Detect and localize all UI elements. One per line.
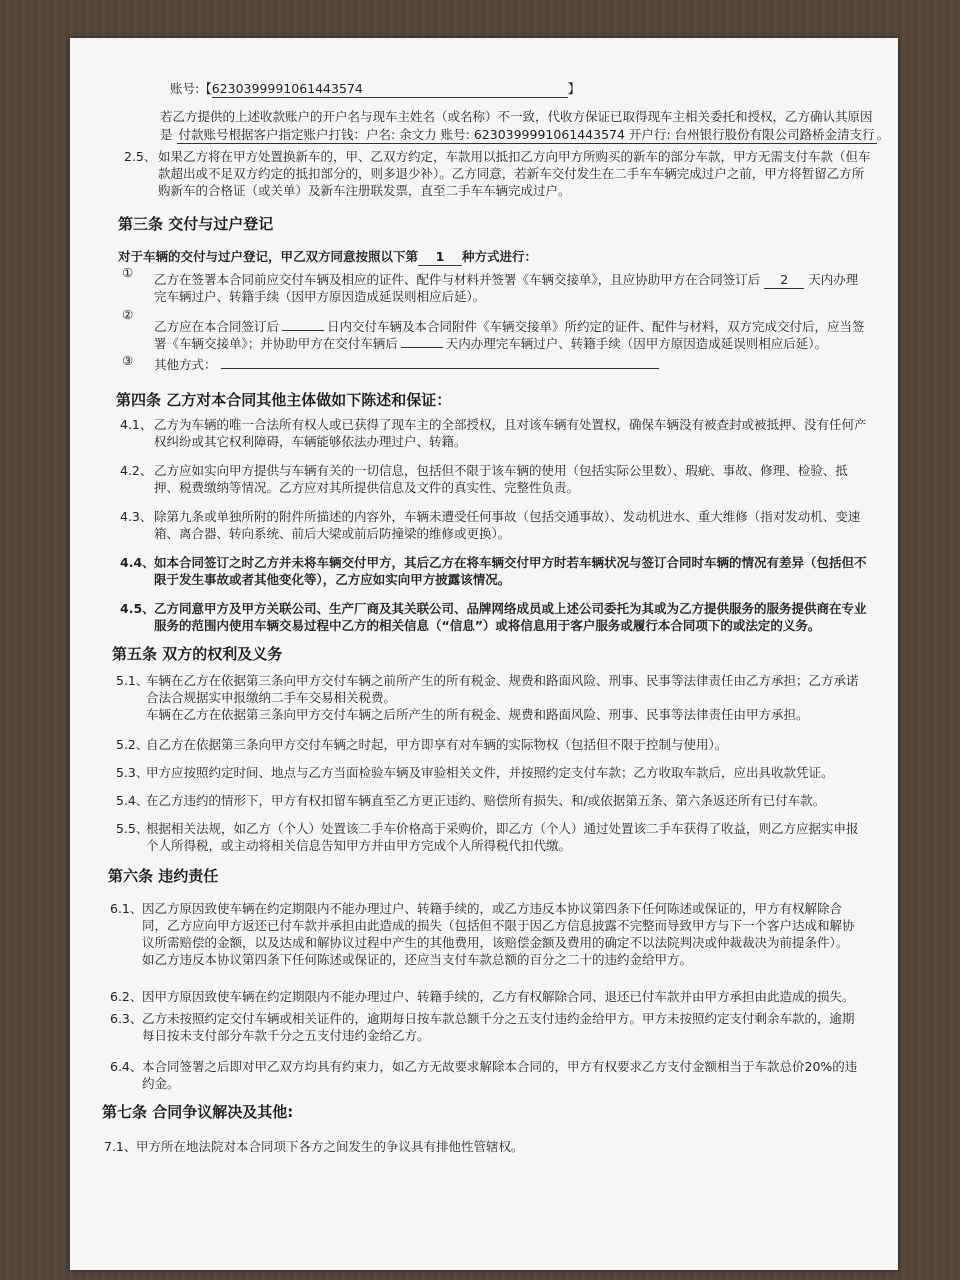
clause-line: 同，乙方应向甲方返还已付车款并承担由此造成的损失（包括但不限于因乙方信息披露不完整而导致甲方与下一个客户达成和解协 [142,918,855,933]
account-note-line-2: 是 付款账号根据客户指定账户打钱：户名: 余文力 账号: 6230399991061443574 开户行: 台州银行股份有限公司路桥金清支行 。 [160,127,890,142]
clause-2-5-line: 款超出或不足双方约定的抵扣部分的，则多退少补）。乙方同意，若新车交付发生在二手车车辆完成过户之前，甲方将暂留乙方所 [158,166,865,181]
clause-number: 4.4、 [120,555,155,570]
clause-number: 6.1、 [110,901,143,916]
option-3-marker: ③ [122,353,134,368]
clause-line: 限于发生事故或者其他变化等），乙方应如实向甲方披露该情况。 [154,572,511,587]
option-1-days: 2 [764,271,804,289]
option-2-line-1: 乙方应在本合同签订后 日内交付车辆及本合同附件《车辆交接单》所约定的证件、配件与材料，双方完成交付后，应当签 [154,316,865,335]
clause-line: 乙方应如实向甲方提供与车辆有关的一切信息，包括但不限于该车辆的使用（包括实际公里数）、瑕疵、事故、修理、检验、抵 [154,463,848,478]
clause-line: 押、税费缴纳等情况。乙方应对其所提供信息及文件的真实性、完整性负责。 [154,480,580,495]
clause-line: 合法合规据实申报缴纳二手车交易相关税费。 [146,690,397,705]
clause-line: 因乙方原因致使车辆在约定期限内不能办理过户、转籍手续的，或乙方违反本协议第四条下任何陈述或保证的，甲方有权解除合 [142,901,843,916]
article-6-title: 第六条 违约责任 [108,867,219,885]
clause-number: 5.3、 [116,765,149,780]
account-end: 】 [567,81,581,96]
clause-line: 乙方同意甲方及甲方关联公司、生产厂商及其关联公司、品牌网络成员或上述公司委托为其或为乙方提供服务的服务提供商在专业 [154,601,867,616]
clause-line: 自乙方在依据第三条向甲方交付车辆之时起，甲方即享有对车辆的实际物权（包括但不限于控制与使用）。 [146,737,728,752]
clause-line: 如乙方违反本协议第四条下任何陈述或保证的，还应当支付车款总额的百分之二十的违约金给甲方。 [142,952,693,967]
clause-number: 5.1、 [116,673,149,688]
clause-number: 4.3、 [120,509,153,524]
article-5-title: 第五条 双方的权利及义务 [112,645,283,663]
clause-number: 6.3、 [110,1011,143,1026]
clause-line: 每日按未支付部分车款千分之五支付违约金给乙方。 [142,1028,430,1043]
clause-line: 在乙方违约的情形下，甲方有权扣留车辆直至乙方更正违约、赔偿所有损失、和/或依据第五条、第六条返还所有已付车款。 [146,793,826,808]
clause-line: 议所需赔偿的金额，以及达成和解协议过程中产生的其他费用，该赔偿金额及费用的确定不以法院判决或仲裁裁决为前提条件）。 [142,935,849,950]
clause-line: 服务的范围内使用车辆交易过程中乙方的相关信息（“信息”）或将信息用于客户服务或履行本合同项下的或法定的义务。 [154,618,821,633]
option-2-line-2: 署《车辆交接单》；并协助甲方在交付车辆后 天内办理完车辆过户、转籍手续（因甲方原因造成延误则相应后延）。 [154,333,827,352]
clause-line: 权纠纷或其它权利障碍，车辆能够依法办理过户、转籍。 [154,434,467,449]
clause-line: 本合同签署之后即对甲乙双方均具有约束力，如乙方无故要求解除本合同的，甲方有权要求乙方支付金额相当于车款总价20%的违 [142,1059,858,1074]
clause-number: 4.5、 [120,601,155,616]
option-2-marker: ② [122,307,134,322]
clause-line: 车辆在乙方在依据第三条向甲方交付车辆之后所产生的所有税金、规费和路面风险、刑事、民事等法律责任由甲方承担。 [146,707,809,722]
clause-2-5-line: 购新车的合格证（或关单）及新车注册联发票，直至二手车车辆完成过户。 [158,183,571,198]
clause-number: 6.4、 [110,1059,143,1074]
contract-page [70,38,898,1270]
article-3-title: 第三条 交付与过户登记 [118,215,274,233]
clause-2-5-line: 如果乙方将在甲方处置换新车的，甲、乙双方约定，车款用以抵扣乙方向甲方所购买的新车的部分车款，甲方无需支付车款（但车 [158,149,871,164]
article-3-intro: 对于车辆的交付与过户登记，甲乙双方同意按照以下第 1 种方式进行： [118,249,538,264]
account-line [170,80,580,98]
option-2-days-blank [282,316,324,331]
account-note-line-1: 若乙方提供的上述收款账户的开户名与现车主姓名（或名称）不一致，代收方保证已取得现车主相关委托和授权，乙方确认其原因 [160,109,873,124]
option-1-line-2: 完车辆过户、转籍手续（因甲方原因造成延误则相应后延）。 [154,289,486,304]
option-2-transfer-days-blank [401,333,443,348]
clause-2-5-number: 2.5、 [124,149,157,164]
clause-line: 个人所得税，或主动将相关信息告知甲方并由甲方完成个人所得税代扣代缴。 [146,838,572,853]
clause-line: 除第九条或单独所附的附件所描述的内容外，车辆未遭受任何事故（包括交通事故）、发动机进水、重大维修（指对发动机、变速 [154,509,861,524]
clause-line: 甲方所在地法院对本合同项下各方之间发生的争议具有排他性管辖权。 [136,1139,524,1154]
clause-number: 7.1、 [104,1139,137,1154]
account-number: 6230399991061443574 [212,80,568,98]
method-choice: 1 [418,248,462,266]
article-4-title: 第四条 乙方对本合同其他主体做如下陈述和保证： [116,391,452,409]
clause-number: 5.2、 [116,737,149,752]
option-3-line: 其他方式： [154,354,659,373]
clause-number: 5.5、 [116,821,149,836]
clause-number: 6.2、 [110,989,143,1004]
clause-line: 车辆在乙方在依据第三条向甲方交付车辆之前所产生的所有税金、规费和路面风险、刑事、民事等法律责任由乙方承担；乙方承诺 [146,673,859,688]
clause-line: 因甲方原因致使车辆在约定期限内不能办理过户、转籍手续的，乙方有权解除合同、退还已付车款并由甲方承担由此造成的损失。 [142,989,855,1004]
other-method-blank [221,354,659,369]
clause-line: 根据相关法规，如乙方（个人）处置该二手车价格高于采购价，即乙方（个人）通过处置该二手车获得了收益，则乙方应据实申报 [146,821,859,836]
option-1-line-1: 乙方在签署本合同前应交付车辆及相应的证件、配件与材料并签署《车辆交接单》，且应协助甲方在合同签订后 2 天内办理 [154,272,859,287]
clause-line: 箱、离合器、转向系统、前后大梁或前后防撞梁的维修或更换）。 [154,526,511,541]
payee-details: 付款账号根据客户指定账户打钱：户名: 余文力 账号: 6230399991061443574 开户行: 台州银行股份有限公司路桥金清支行 [178,127,875,142]
clause-number: 4.1、 [120,417,153,432]
clause-line: 乙方为车辆的唯一合法所有权人或已获得了现车主的全部授权，且对该车辆有处置权，确保车辆没有被查封或被抵押、没有任何产 [154,417,867,432]
clause-line: 如本合同签订之时乙方并未将车辆交付甲方，其后乙方在将车辆交付甲方时若车辆状况与签订合同时车辆的情况有差异（包括但不 [154,555,867,570]
clause-number: 4.2、 [120,463,153,478]
clause-number: 5.4、 [116,793,149,808]
option-1-marker: ① [122,265,134,280]
clause-line: 乙方未按照约定交付车辆或相关证件的，逾期每日按车款总额千分之五支付违约金给甲方。甲方未按照约定支付剩余车款的，逾期 [142,1011,855,1026]
account-label: 账号:【 [170,81,212,96]
article-7-title: 第七条 合同争议解决及其他: [102,1103,294,1121]
clause-line: 甲方应按照约定时间、地点与乙方当面检验车辆及审验相关文件，并按照约定支付车款；乙方收取车款后，应出具收款凭证。 [146,765,834,780]
clause-line: 约金。 [142,1076,180,1091]
